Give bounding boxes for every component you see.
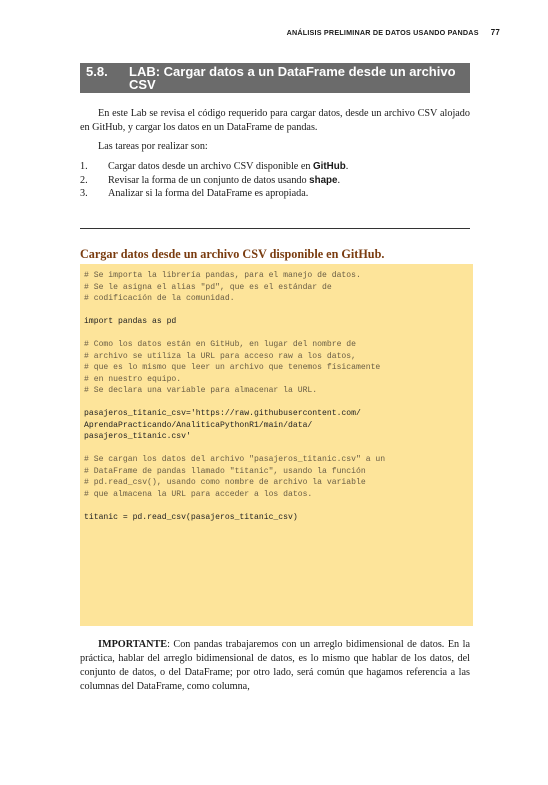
code-comment-line: # Como los datos están en GitHub, en lugar del nombre de: [84, 340, 356, 349]
code-comment-line: # archivo se utiliza la URL para acceso raw a los datos,: [84, 351, 356, 361]
code-line: [84, 443, 473, 455]
task-text: Revisar la forma de un conjunto de datos usando: [108, 174, 310, 186]
code-line: pasajeros_titanic_csv='https://raw.githubusercontent.com/: [84, 409, 361, 418]
code-comment-line: # que es lo mismo que leer un archivo que tenemos físicamente: [84, 363, 381, 372]
important-text: : Con pandas trabajaremos con un arreglo bidimensional de datos. En la práctica, hablar del arreglo bidimensional de datos, es lo mismo que hablar de los datos, del conjunto de datos, o del DataFrame; por otro lado, será común que hagamos referencia a las columnas del DataFrame, como columna,: [80, 639, 470, 692]
code-comment-line: # en nuestro equipo.: [84, 374, 182, 384]
intro-paragraph: En este Lab se revisa el código requerido para cargar datos, desde un archivo CSV alojado en GitHub, y cargar los datos en un DataFrame de pandas.: [80, 108, 470, 133]
code-line: [84, 305, 473, 317]
code-comment-line: # que almacena la URL para acceder a los datos.: [84, 489, 313, 499]
task-item: [80, 174, 470, 188]
running-header: [80, 28, 500, 37]
task-number: 1.: [80, 161, 88, 172]
code-comment-line: # pd.read_csv(), usando como nombre de archivo la variable: [84, 478, 366, 487]
task-item: [80, 187, 470, 201]
task-bold: shape: [309, 174, 338, 186]
subheading: Cargar datos desde un archivo CSV disponible en GitHub.: [80, 247, 385, 261]
code-comment-line: # Se le asigna el alias "pd", que es el estándar de: [84, 282, 332, 292]
code-comment-line: # DataFrame de pandas llamado "titanic", usando la función: [84, 466, 366, 476]
divider: [80, 228, 470, 229]
code-comment-line: # Se importa la librería pandas, para el manejo de datos.: [84, 271, 361, 280]
task-tail: .: [345, 161, 349, 172]
important-paragraph: [80, 638, 470, 694]
section-heading: [80, 63, 470, 93]
tasks-lead: Las tareas por realizar son:: [98, 141, 208, 152]
running-title: ANÁLISIS PRELIMINAR DE DATOS USANDO PANDAS: [286, 28, 479, 37]
code-line: [84, 397, 473, 409]
important-label: IMPORTANTE: [98, 639, 168, 650]
code-line: titanic = pd.read_csv(pasajeros_titanic_csv): [84, 512, 298, 522]
code-line: pasajeros_titanic.csv': [84, 432, 191, 441]
code-line: [84, 328, 473, 340]
code-line: [84, 500, 473, 512]
code-block: [80, 264, 473, 626]
code-comment-line: # codificación de la comunidad.: [84, 294, 235, 303]
task-number: 3.: [80, 188, 88, 199]
code-comment-line: # Se declara una variable para almacenar la URL.: [84, 386, 318, 395]
code-line: AprendaPracticando/AnaliticaPythonR1/main/data/: [84, 420, 313, 430]
code-comment-line: # Se cargan los datos del archivo "pasajeros_titanic.csv" a un: [84, 455, 386, 464]
task-tail: .: [337, 174, 341, 186]
task-bold: GitHub: [313, 161, 346, 172]
section-number: 5.8.: [86, 64, 108, 79]
task-text: Cargar datos desde un archivo CSV disponible en: [108, 161, 314, 172]
page-number: 77: [490, 28, 500, 37]
task-item: [80, 160, 470, 174]
task-number: 2.: [80, 174, 88, 186]
code-line: import pandas as pd: [84, 317, 177, 326]
task-text: Analizar si la forma del DataFrame es apropiada.: [108, 188, 309, 199]
section-title: LAB: Cargar datos a un DataFrame desde un archivo CSV: [129, 64, 456, 92]
task-list: [80, 160, 470, 201]
